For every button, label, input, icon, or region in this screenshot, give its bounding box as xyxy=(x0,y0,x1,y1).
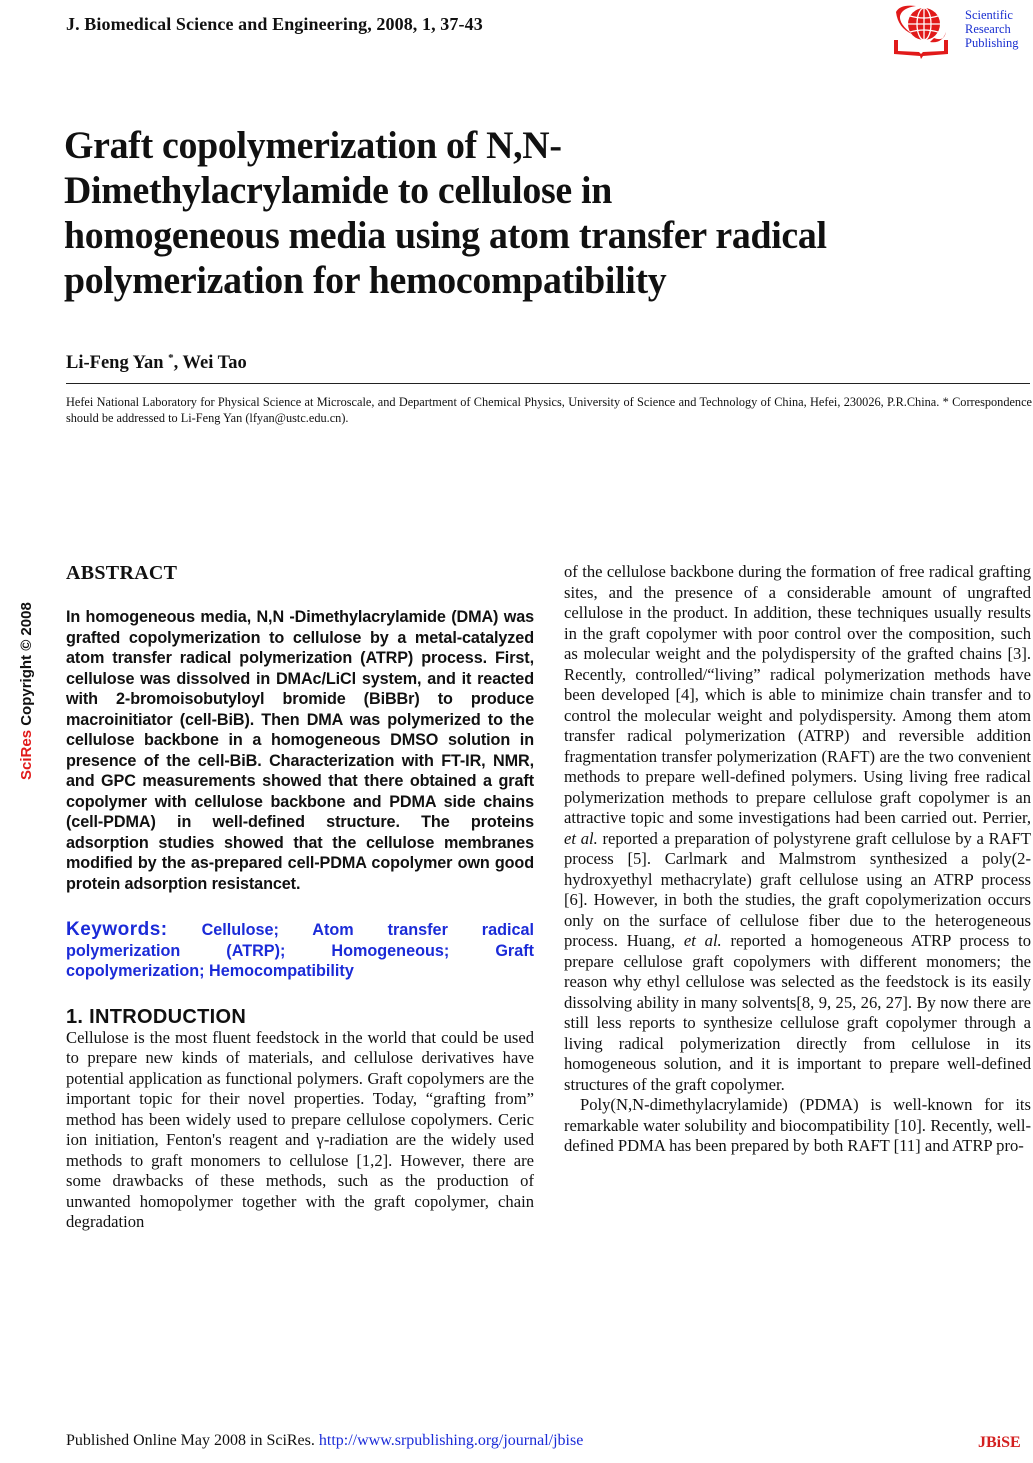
introduction-text-left xyxy=(66,1028,534,1233)
et-al: et al. xyxy=(683,931,722,950)
corresponding-author-mark: * xyxy=(168,352,174,364)
author-name: , Wei Tao xyxy=(173,353,247,374)
introduction-text-right xyxy=(564,562,1031,1157)
title-line: homogeneous media using atom transfer radical xyxy=(64,214,827,257)
journal-url-link[interactable]: http://www.srpublishing.org/journal/jbise xyxy=(318,1432,584,1449)
journal-citation: J. Biomedical Science and Engineering, 2008, 1, 37-43 xyxy=(66,14,483,34)
paper-title xyxy=(64,123,995,303)
title-line: Dimethylacrylamide to cellulose in xyxy=(64,169,613,212)
section-heading-introduction: 1. INTRODUCTION xyxy=(66,1005,247,1028)
publisher-name xyxy=(965,8,1019,50)
keywords-list: Cellulose; Atom transfer radical polymerization (ATRP); Homogeneous; Graft copolymerization; Hemocompatibility xyxy=(66,921,534,980)
title-line: polymerization for hemocompatibility xyxy=(64,259,667,302)
text-run: of the cellulose backbone during the formation of free radical grafting sites, and the presence of a considerable amount of ungrafted cellulose in the product. In addition, these techniques usually results in the graft copolymer with poor control over the composition, such as molecular weight and the polydispersity of the grafted chains [3]. Recently, controlled/“living” radical polymerization methods have been developed [4], which is able to minimize chain transfer and to control the molecular weight and polydispersity. Among them atom transfer radical polymerization (ATRP) and reversible addition fragmentation transfer polymerization (RAFT) are the two convenient methods to prepare well-defined polymers. Using living free radical polymerization methods to prepare cellulose graft copolymer is an attractive topic and some investigations had been carried out. Perrier, xyxy=(564,562,1031,827)
journal-abbreviation: JBiSE xyxy=(978,1434,1021,1451)
et-al: et al. xyxy=(564,828,598,848)
publisher-name-line: Publishing xyxy=(965,36,1019,50)
abstract-text: In homogeneous media, N,N -Dimethylacrylamide (DMA) was grafted copolymerization to cellulose by a metal-catalyzed atom transfer radical polymerization (ATRP) process. First, cellulose was dissolved in DMAc/LiCl system, and it reacted with 2-bromoisobutyloyl bromide (BiBBr) to produce macroinitiator (cell-BiB). Then DMA was polymerized to the cellulose backbone in a homogeneous DMSO solution in presence of the cell-BiB. Characterization with FT-IR, NMR, and GPC measurements showed that there obtained a graft copolymer with cellulose backbone and PDMA side chains (cell-PDMA) in well-defined structure. The proteins adsorption studies showed that the cellulose membranes modified by the as-prepared cell-PDMA copolymer own good protein adsorption resistancet. xyxy=(66,608,534,893)
author-name: Li-Feng Yan xyxy=(66,353,164,374)
keywords-label: Keywords: xyxy=(66,919,168,940)
left-column xyxy=(66,560,534,1233)
globe-book-icon xyxy=(890,2,952,60)
paragraph xyxy=(564,562,1031,1095)
publisher-name-line: Scientific xyxy=(965,8,1013,22)
keywords xyxy=(66,920,534,982)
publisher-logo xyxy=(890,2,1030,60)
paragraph: Cellulose is the most fluent feedstock in the world that could be used to prepare new kinds of materials, and cellulose derivatives have potential application as functional polymers. Graft copolymers are the important topic for their novel properties. Today, “grafting from” method has been widely used to prepare cellulose copolymers. Ceric ion initiation, Fenton's reagent and γ-radiation are the widely used methods to graft monomers to cellulose [1,2]. However, there are some drawbacks of these methods, such as the production of unwanted homopolymer together with the graft copolymer, chain degradation xyxy=(66,1027,534,1231)
footer-publication-info xyxy=(66,1432,583,1450)
side-copyright-banner xyxy=(0,590,35,780)
scires-brand: SciRes xyxy=(18,729,35,780)
right-column xyxy=(564,562,1031,1157)
author-list xyxy=(66,352,247,374)
text-run: reported a homogeneous ATRP process to prepare cellulose graft copolymers with different monomers; the reason why ethyl cellulose was selected as the feedstock is its easily dissolving ability in many solvents[8, 9, 25, 26, 27]. By now there are still less reports to synthesize cellulose graft copolymer through a living radical polymerization directly from cellulose in its homogeneous solution, and it is important to prepare well-defined structures of the graft copolymer. xyxy=(564,931,1031,1094)
header-divider xyxy=(66,383,1030,384)
published-date: Published Online May 2008 in SciRes. xyxy=(66,1432,319,1449)
publisher-name-line: Research xyxy=(965,22,1011,36)
abstract-heading: ABSTRACT xyxy=(66,562,178,584)
text-run: reported a preparation of polystyrene graft cellulose by a RAFT process [5]. Carlmark and Malmstrom synthesized a poly(2-hydroxyethyl methacrylate) graft cellulose using an ATRP process [6]. However, in both the studies, the graft copolymerization occurs only on the surface of cellulose fiber due to the heterogeneous process. Huang, xyxy=(564,828,1031,950)
copyright-text: Copyright © 2008 xyxy=(18,602,35,730)
paragraph: Poly(N,N-dimethylacrylamide) (PDMA) is well-known for its remarkable water solubility and biocompatibility [10]. Recently, well-defined PDMA has been prepared by both RAFT [11] and ATRP pro- xyxy=(564,1095,1031,1155)
affiliation: Hefei National Laboratory for Physical Science at Microscale, and Department of Chemical Physics, University of Science and Technology of China, Hefei, 230026, P.R.China. * Correspondence should be addressed to Li-Feng Yan (lfyan@ustc.edu.cn). xyxy=(66,395,1032,425)
title-line: Graft copolymerization of N,N- xyxy=(64,124,562,167)
